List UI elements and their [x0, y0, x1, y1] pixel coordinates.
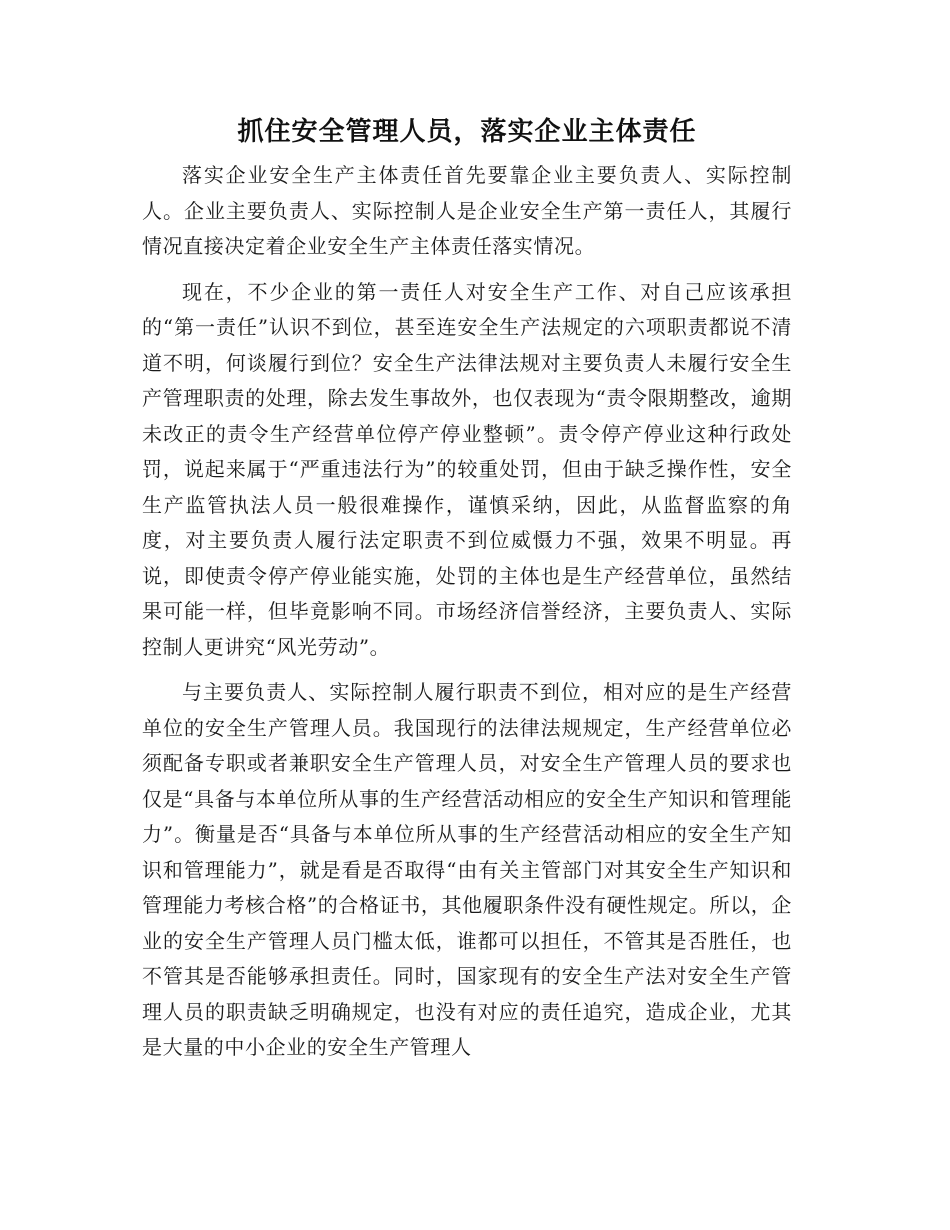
paragraph-2: 现在，不少企业的第一责任人对安全生产工作、对自己应该承担的“第一责任”认识不到位，甚至连安全生产法规定的六项职责都说不清道不明，何谈履行到位？安全生产法律法规对主要负责人未履行安全生产管理职责的处理，除去发生事故外，也仅表现为“责令限期整改，逾期未改正的责令生产经营单位停产停业整顿”。责令停产停业这种行政处罚，说起来属于“严重违法行为”的较重处罚，但由于缺乏操作性，安全生产监管执法人员一般很难操作，谨慎采纳，因此，从监督监察的角度，对主要负责人履行法定职责不到位威慑力不强，效果不明显。再说，即使责令停产停业能实施，处罚的主体也是生产经营单位，虽然结果可能一样，但毕竟影响不同。市场经济信誉经济，主要负责人、实际控制人更讲究“风光劳动”。 — [142, 279, 792, 659]
document-page — [142, 110, 792, 1076]
paragraph-1: 落实企业安全生产主体责任首先要靠企业主要负责人、实际控制人。企业主要负责人、实际控制人是企业安全生产第一责任人，其履行情况直接决定着企业安全生产主体责任落实情况。 — [142, 163, 792, 258]
document-title: 抓住安全管理人员，落实企业主体责任 — [237, 117, 697, 147]
paragraph-3: 与主要负责人、实际控制人履行职责不到位，相对应的是生产经营单位的安全生产管理人员。我国现行的法律法规规定，生产经营单位必须配备专职或者兼职安全生产管理人员，对安全生产管理人员的要求也仅是“具备与本单位所从事的生产经营活动相应的安全生产知识和管理能力”。衡量是否“具备与本单位所从事的生产经营活动相应的安全生产知识和管理能力”，就是看是否取得“由有关主管部门对其安全生产知识和管理能力考核合格”的合格证书，其他履职条件没有硬性规定。所以，企业的安全生产管理人员门槛太低，谁都可以担任，不管其是否胜任，也不管其是否能够承担责任。同时，国家现有的安全生产法对安全生产管理人员的职责缺乏明确规定，也没有对应的责任追究，造成企业，尤其是大量的中小企业的安全生产管理人 — [142, 680, 792, 1059]
